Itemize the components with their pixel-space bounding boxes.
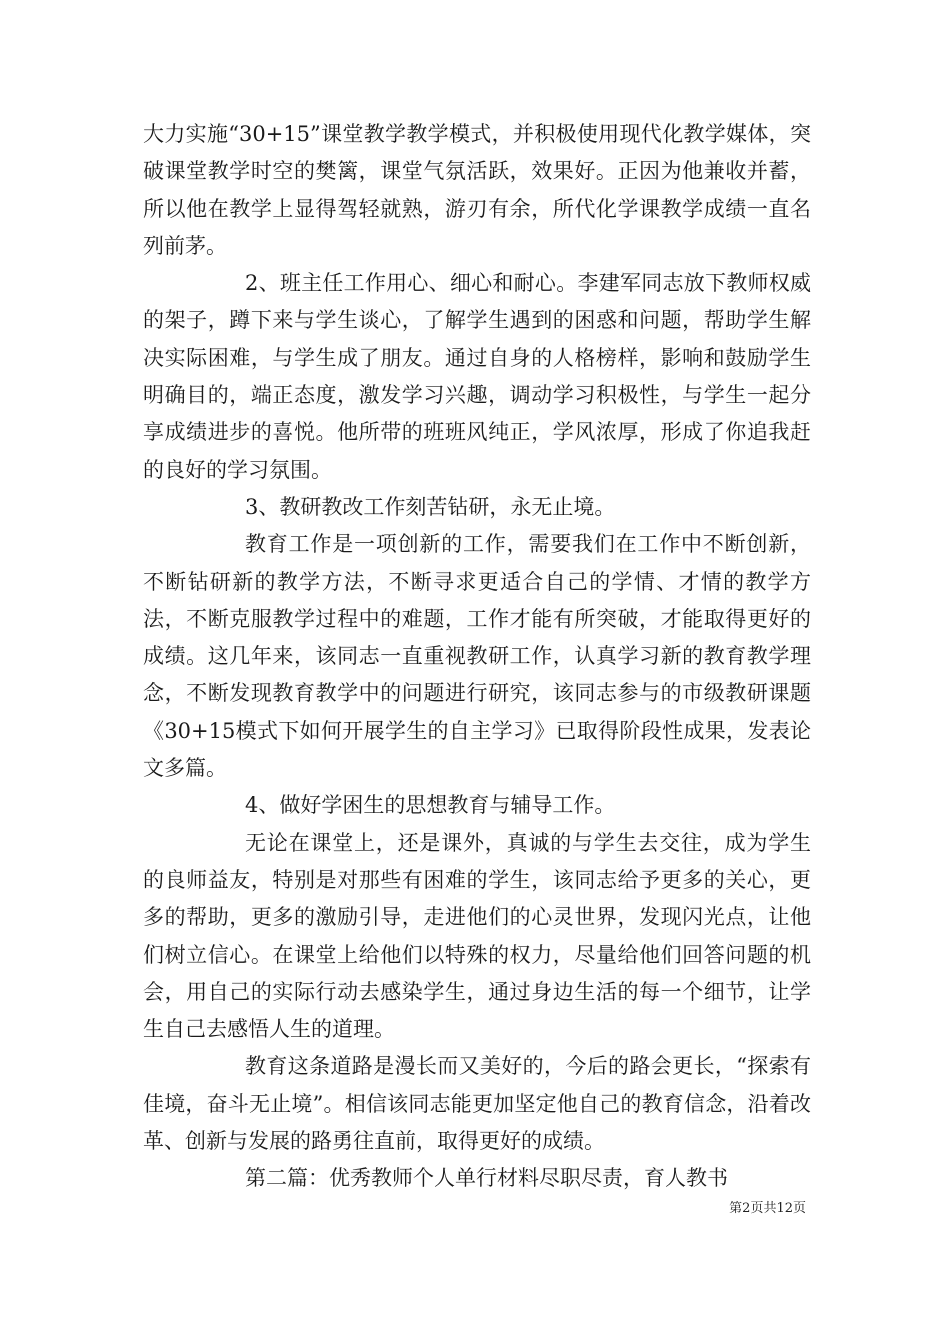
heading-second-article: 第二篇：优秀教师个人单行材料尽职尽责，育人教书 xyxy=(245,1166,728,1191)
page-number-footer: 第2页共12页 xyxy=(729,1201,806,1216)
paragraph-research: 教育工作是一项创新的工作，需要我们在工作中不断创新，不断钻研新的教学方法，不断寻求更适合自己的学情、才情的教学方法，不断克服教学过程中的难题，工作才能有所突破，才能取得更好的成绩。这几年来，该同志一直重视教研工作，认真学习新的教育教学理念，不断发现教育教学中的问题进行研究，该同志参与的市级教研课题《30+15模式下如何开展学生的自主学习》已取得阶段性成果，发表论文多篇。 xyxy=(143,532,811,781)
paragraph-conclusion: 教育这条道路是漫长而又美好的，今后的路会更长，“探索有佳境，奋斗无止境”。相信该同志能更加坚定他自己的教育信念，沿着改革、创新与发展的路勇往直前，取得更好的成绩。 xyxy=(143,1054,811,1154)
paragraph-struggling-students: 无论在课堂上，还是课外，真诚的与学生去交往，成为学生的良师益友，特别是对那些有困难的学生，该同志给予更多的关心，更多的帮助，更多的激励引导，走进他们的心灵世界，发现闪光点，让他们树立信心。在课堂上给他们以特殊的权力，尽量给他们回答问题的机会，用自己的实际行动去感染学生，通过身边生活的每一个细节，让学生自己去感悟人生的道理。 xyxy=(143,830,811,1042)
paragraph-class-teacher: 2、班主任工作用心、细心和耐心。李建军同志放下教师权威的架子，蹲下来与学生谈心，了解学生遇到的困惑和问题，帮助学生解决实际困难，与学生成了朋友。通过自身的人格榜样，影响和鼓励学生明确目的，端正态度，激发学习兴趣，调动学习积极性，与学生一起分享成绩进步的喜悦。他所带的班班风纯正，学风浓厚，形成了你追我赶的良好的学习氛围。 xyxy=(143,271,811,482)
heading-struggling-students: 4、做好学困生的思想教育与辅导工作。 xyxy=(245,793,616,818)
document-body xyxy=(143,116,811,1198)
paragraph-teaching-mode: 大力实施“30+15”课堂教学教学模式，并积极使用现代化教学媒体，突破课堂教学时空的樊篱，课堂气氛活跃，效果好。正因为他兼收并蓄，所以他在教学上显得驾轻就熟，游刃有余，所代化学课教学成绩一直名列前茅。 xyxy=(143,122,811,258)
heading-research: 3、教研教改工作刻苦钻研，永无止境。 xyxy=(245,494,616,519)
